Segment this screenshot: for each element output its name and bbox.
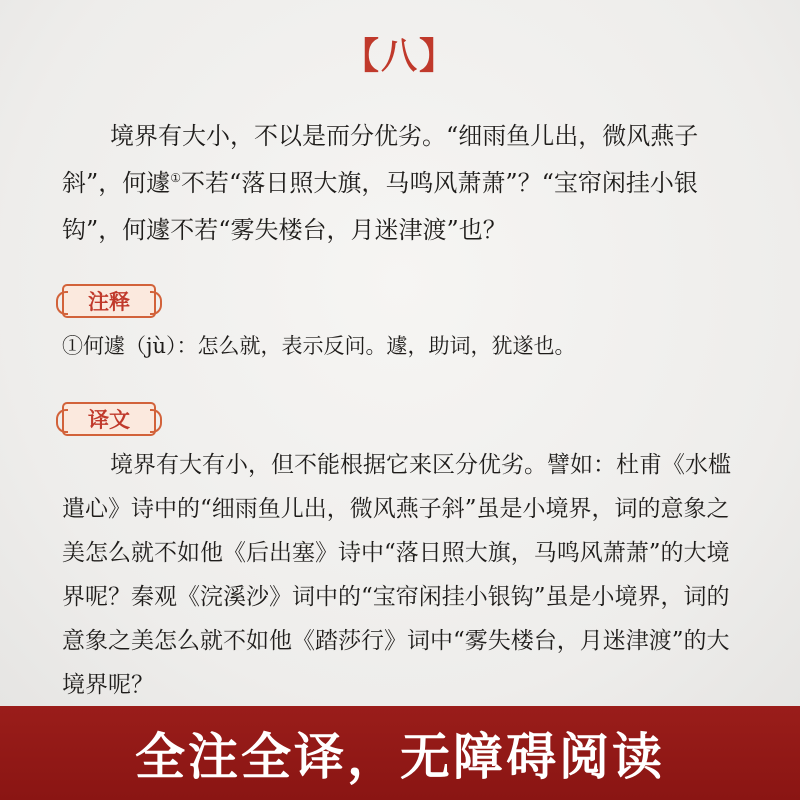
- original-text-part1: 境界有大小，不以是而分优劣。“细雨鱼儿出，微风燕子斜”，何遽: [62, 122, 699, 197]
- translation-text: 境界有大有小，但不能根据它来区分优劣。譬如：杜甫《水槛遣心》诗中的“细雨鱼儿出，微风燕子斜”虽是小境界，词的意象之美怎么就不如他《后出塞》诗中“落日照大旗，马鸣风萧萧”的大境界呢？秦观《浣溪沙》词中的“宝帘闲挂小银钩”虽是小境界，词的意象之美怎么就不如他《踏莎行》词中“雾失楼台，月迷津渡”的大境界呢？: [62, 452, 731, 698]
- chapter-heading: 【八】: [342, 35, 457, 77]
- footnote-marker: ①: [170, 171, 182, 185]
- translation-label-badge: 译文: [62, 402, 156, 436]
- note-item: ①何遽（jù）：怎么就，表示反问。遽，助词，犹遂也。: [62, 334, 576, 358]
- original-text-part2: 不若“落日照大旗，马鸣风萧萧”？“宝帘闲挂小银钩”，何遽不若“雾失楼台，月迷津渡”也？: [62, 169, 698, 244]
- original-text: [62, 113, 738, 254]
- promo-slogan: 全注全译，无障碍阅读: [135, 728, 665, 786]
- notes-label-badge: 注释: [62, 284, 156, 318]
- promo-banner: [0, 706, 800, 800]
